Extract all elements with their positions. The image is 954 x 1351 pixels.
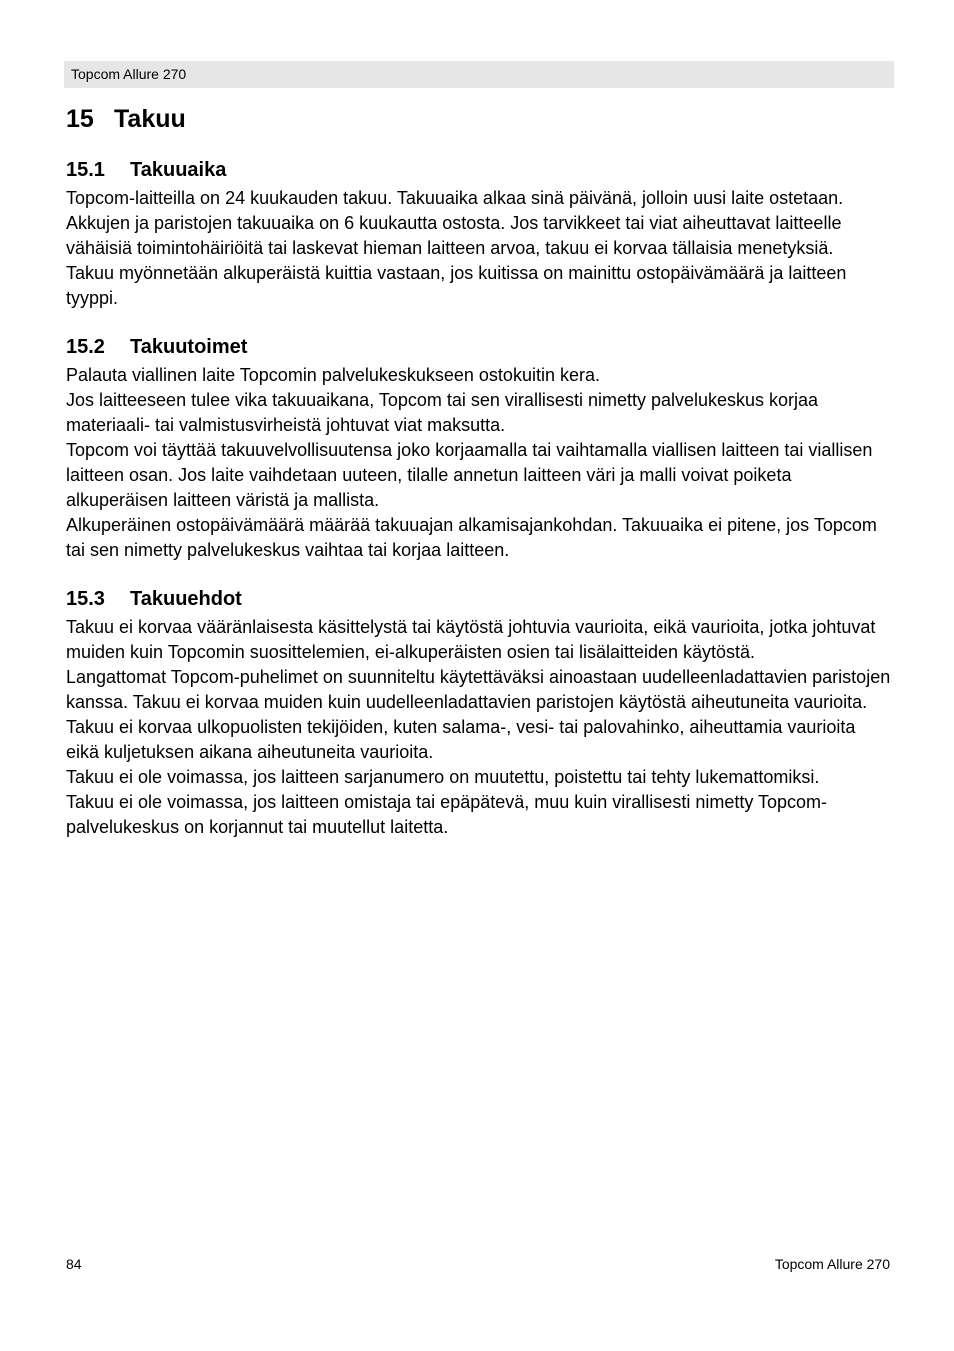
section-body — [66, 363, 892, 563]
paragraph: Takuu myönnetään alkuperäistä kuittia vastaan, jos kuitissa on mainittu ostopäivämäärä ja laitteen tyyppi. — [66, 263, 847, 308]
footer-product: Topcom Allure 270 — [774, 1256, 890, 1272]
section-title: Takuuaika — [130, 159, 227, 181]
section-number: 15.1 — [66, 159, 105, 181]
section-body — [66, 615, 892, 840]
page-number: 84 — [66, 1256, 82, 1272]
paragraph: Takuu ei korvaa vääränlaisesta käsittelystä tai käytöstä johtuvia vaurioita, eikä vaurioita, jotka johtuvat muiden kuin Topcomin suosittelemien, ei-alkuperäisten osien tai lisälaitteiden käytöstä. — [66, 617, 876, 662]
page-content — [66, 102, 892, 840]
section-takuutoimet — [66, 334, 892, 563]
section-number: 15.3 — [66, 588, 105, 610]
section-takuuehdot — [66, 586, 892, 840]
paragraph: Topcom-laitteilla on 24 kuukauden takuu. Takuuaika alkaa sinä päivänä, jolloin uusi laite ostetaan. Akkujen ja paristojen takuuaika on 6 kuukautta ostosta. Jos tarvikkeet tai viat aiheuttavat laitteelle vähäisiä toimintohäiriöitä tai laskevat hieman laitteen arvoa, takuu ei korvaa tällaisia menetyksiä. — [66, 188, 844, 258]
section-heading — [66, 586, 892, 612]
paragraph: Alkuperäinen ostopäivämäärä määrää takuuajan alkamisajankohdan. Takuuaika ei pitene, jos Topcom tai sen nimetty palvelukeskus vaihtaa tai korjaa laitteen. — [66, 515, 877, 560]
section-heading — [66, 157, 892, 183]
section-title: Takuutoimet — [130, 336, 248, 358]
chapter-heading — [66, 102, 892, 136]
section-body — [66, 186, 892, 311]
paragraph: Palauta viallinen laite Topcomin palvelukeskukseen ostokuitin kera. — [66, 365, 600, 385]
chapter-number: 15 — [66, 105, 94, 133]
chapter-title: Takuu — [114, 105, 186, 133]
paragraph: Jos laitteeseen tulee vika takuuaikana, Topcom tai sen virallisesti nimetty palvelukeskus korjaa materiaali- tai valmistusvirheistä johtuvat viat maksutta. — [66, 390, 819, 435]
paragraph: Topcom voi täyttää takuuvelvollisuutensa joko korjaamalla tai vaihtamalla viallisen laitteen tai viallisen laitteen osan. Jos laite vaihdetaan uuteen, tilalle annetun laitteen väri ja malli voivat poiketa alkuperäisen laitteen väristä ja mallista. — [66, 440, 873, 510]
paragraph: Takuu ei ole voimassa, jos laitteen sarjanumero on muutettu, poistettu tai tehty lukemattomiksi. — [66, 767, 820, 787]
paragraph: Takuu ei ole voimassa, jos laitteen omistaja tai epäpätevä, muu kuin virallisesti nimetty Topcom-palvelukeskus on korjannut tai muutellut laitetta. — [66, 792, 828, 837]
section-number: 15.2 — [66, 336, 105, 358]
paragraph: Langattomat Topcom-puhelimet on suunniteltu käytettäväksi ainoastaan uudelleenladattavien paristojen kanssa. Takuu ei korvaa muiden kuin uudelleenladattavien paristojen käytöstä aiheutuneita vaurioita. — [66, 667, 891, 712]
header-title: Topcom Allure 270 — [71, 66, 187, 82]
paragraph: Takuu ei korvaa ulkopuolisten tekijöiden, kuten salama-, vesi- tai palovahinko, aiheuttamia vaurioita eikä kuljetuksen aikana aiheutuneita vaurioita. — [66, 717, 856, 762]
running-header — [64, 61, 894, 88]
section-takuuaika — [66, 157, 892, 311]
section-heading — [66, 334, 892, 360]
section-title: Takuuehdot — [130, 588, 242, 610]
